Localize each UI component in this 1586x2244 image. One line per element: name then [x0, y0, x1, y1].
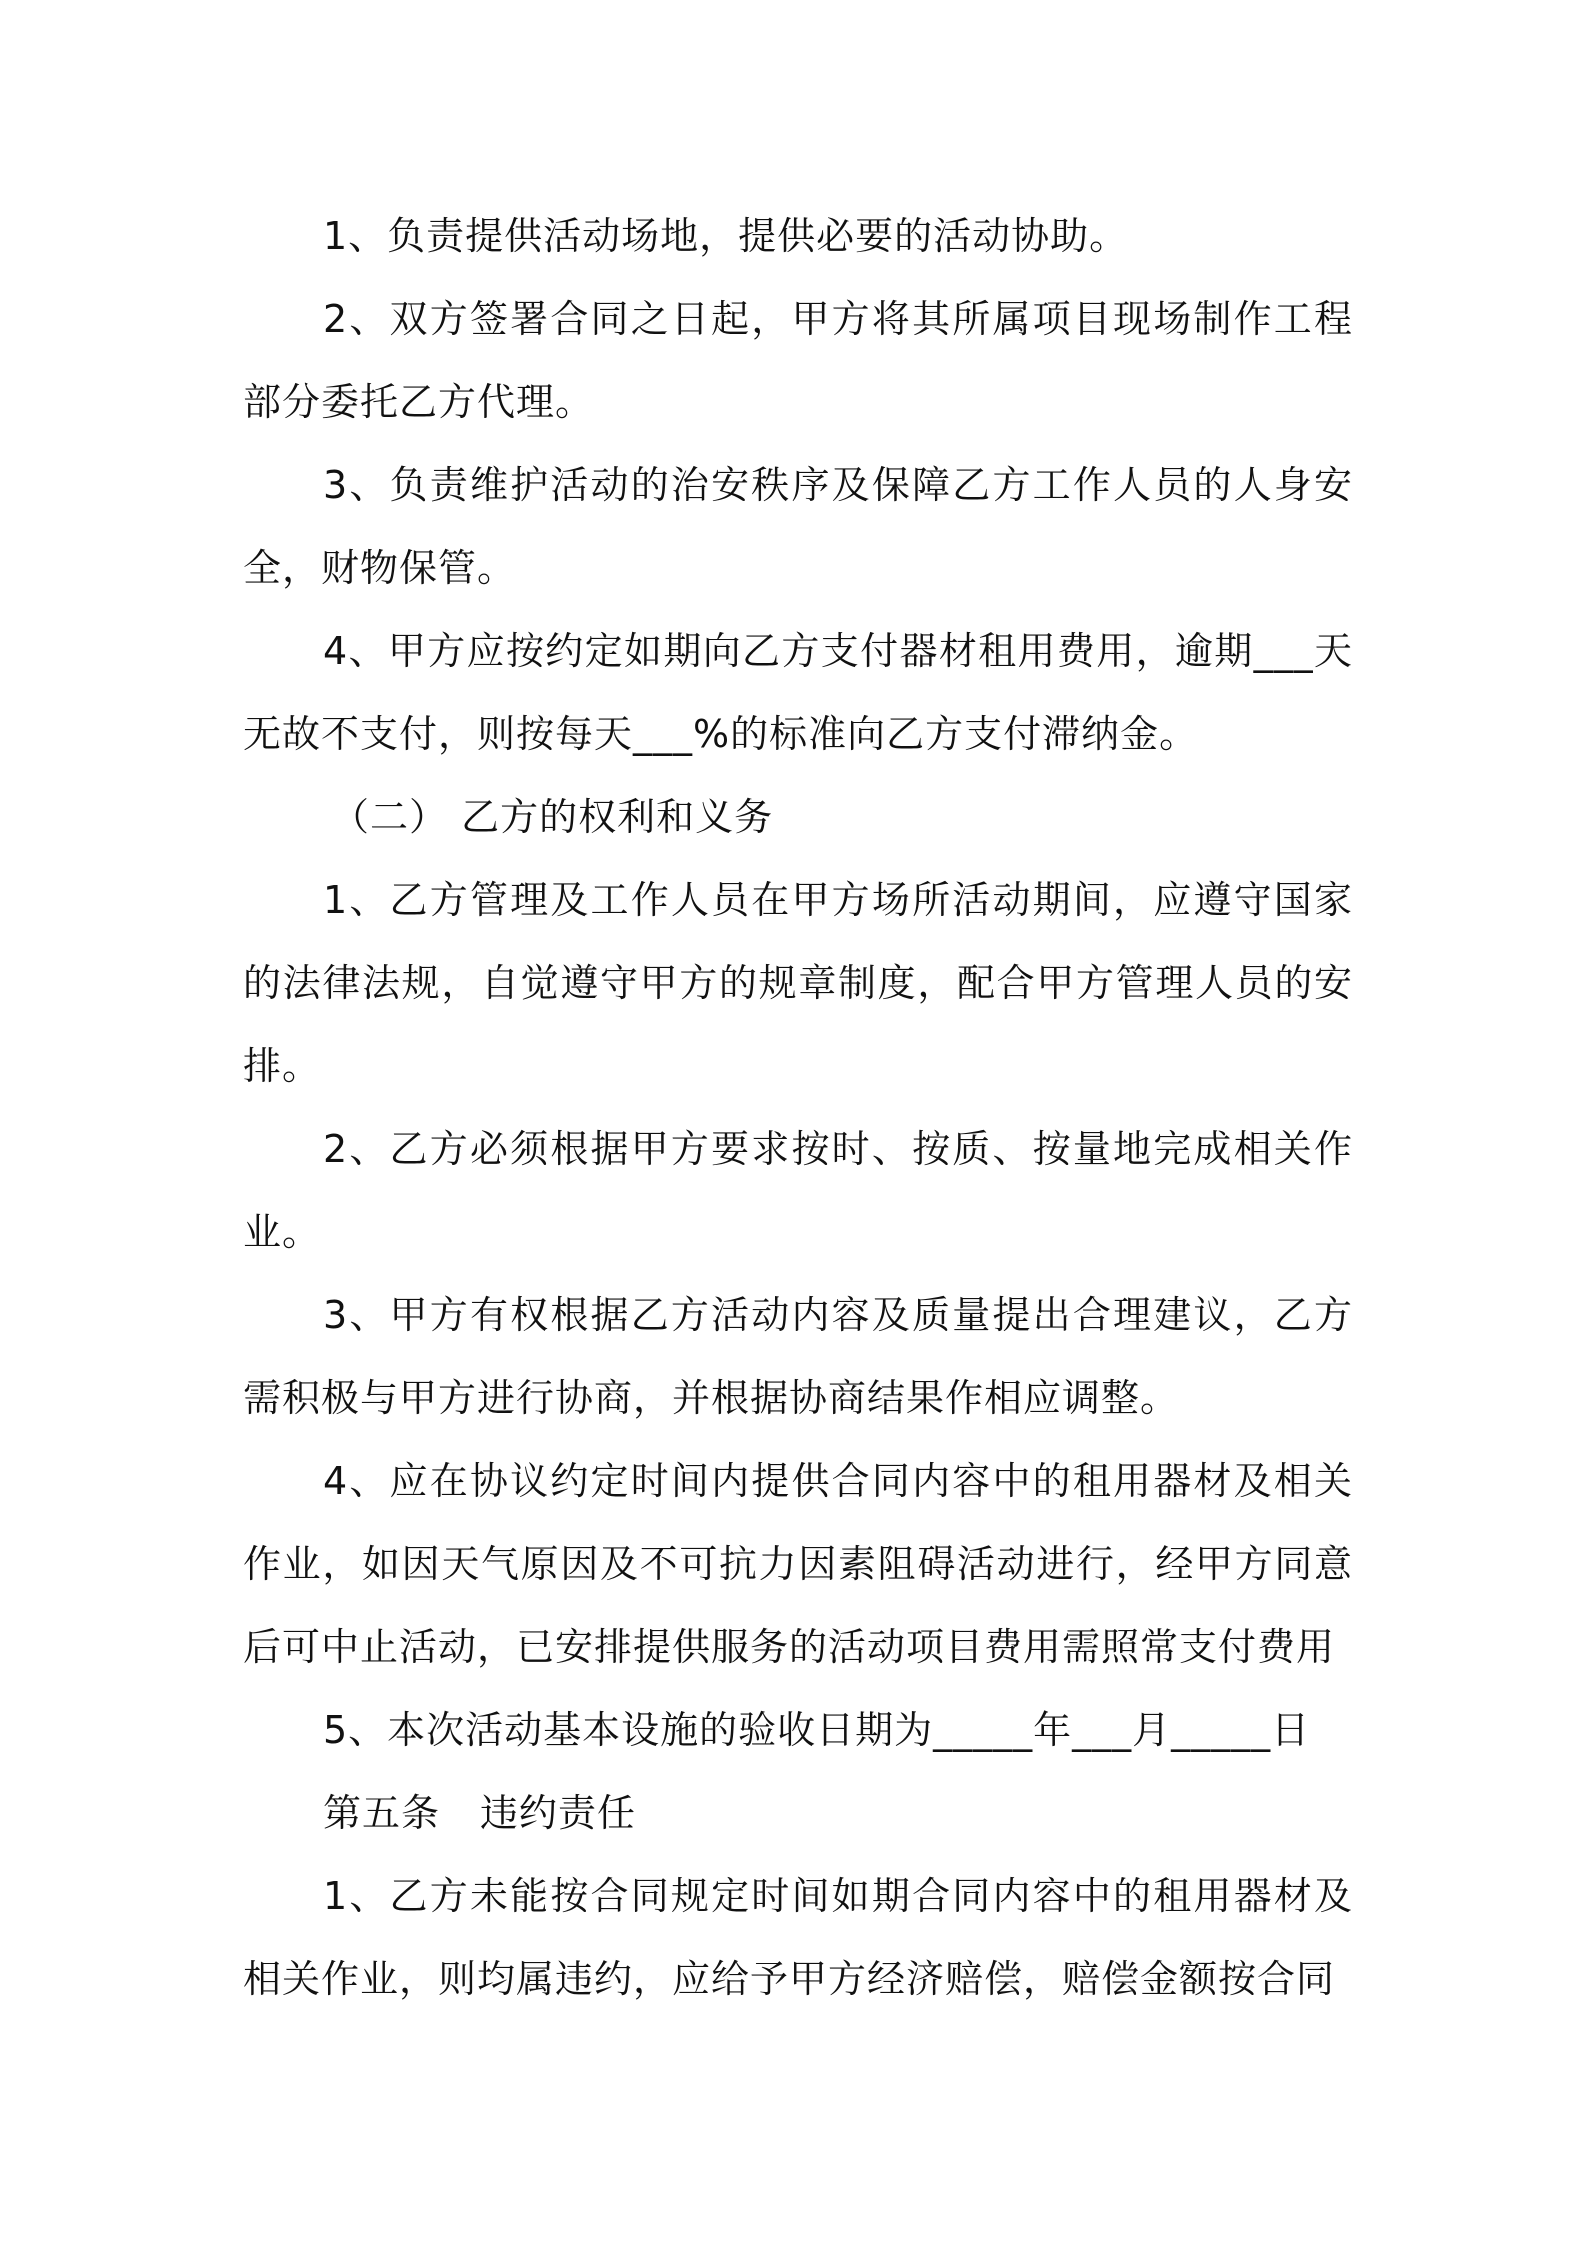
party-a-item-1: 1、负责提供活动场地，提供必要的活动协助。 — [323, 214, 1129, 258]
section-two-title: （二） 乙方的权利和义务 — [331, 795, 774, 839]
article-five-title: 违约责任 — [480, 1791, 637, 1835]
article-five-number: 第五条 — [323, 1791, 441, 1835]
party-a-item-4: 4、甲方应按约定如期向乙方支付器材租用费用，逾期___天无故不支付，则按每天___%的标准向乙方支付滞纳金。 — [243, 629, 1353, 756]
party-b-item-1: 1、乙方管理及工作人员在甲方场所活动期间，应遵守国家的法律法规，自觉遵守甲方的规章制度，配合甲方管理人员的安排。 — [243, 878, 1353, 1088]
article-five-heading — [243, 1772, 1353, 1855]
party-b-item-2: 2、乙方必须根据甲方要求按时、按质、按量地完成相关作业。 — [243, 1127, 1353, 1254]
document-page — [243, 195, 1353, 2021]
party-a-item-3: 3、负责维护活动的治安秩序及保障乙方工作人员的人身安全，财物保管。 — [243, 463, 1353, 590]
party-b-item-4: 4、应在协议约定时间内提供合同内容中的租用器材及相关作业，如因天气原因及不可抗力因素阻碍活动进行，经甲方同意后可中止活动，已安排提供服务的活动项目费用需照常支付费用 — [243, 1459, 1353, 1669]
party-b-item-5: 5、本次活动基本设施的验收日期为_____年___月_____日 — [323, 1708, 1311, 1752]
party-a-item-2: 2、双方签署合同之日起，甲方将其所属项目现场制作工程部分委托乙方代理。 — [243, 297, 1353, 424]
breach-item-1: 1、乙方未能按合同规定时间如期合同内容中的租用器材及相关作业，则均属违约，应给予甲方经济赔偿，赔偿金额按合同 — [243, 1874, 1353, 2001]
party-b-item-3: 3、甲方有权根据乙方活动内容及质量提出合理建议，乙方需积极与甲方进行协商，并根据协商结果作相应调整。 — [243, 1293, 1353, 1420]
